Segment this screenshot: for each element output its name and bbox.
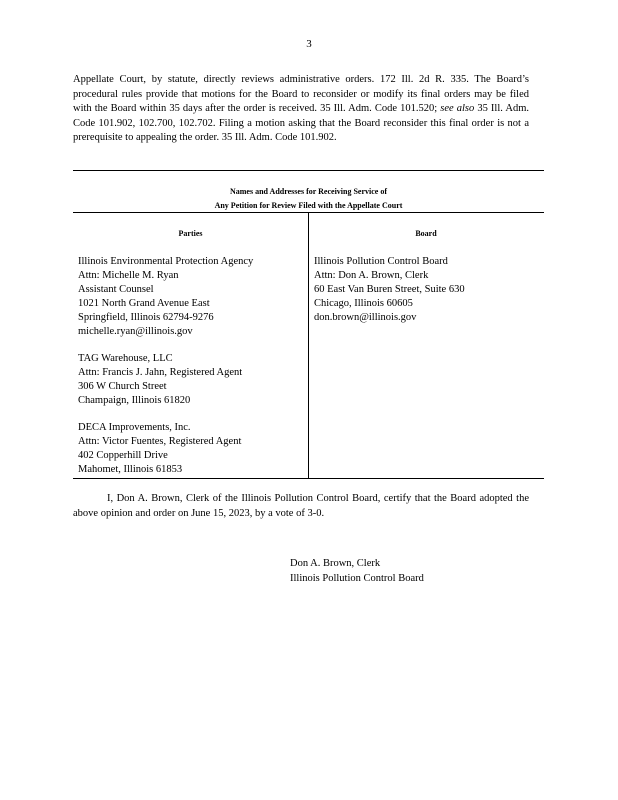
party-address-deca (78, 421, 241, 477)
address-line: Champaign, Illinois 61820 (78, 395, 191, 406)
parties-column-header: Parties (178, 229, 203, 238)
address-line: Attn: Don A. Brown, Clerk (314, 270, 429, 281)
see-also-signal: see also (440, 103, 475, 114)
address-line: Illinois Environmental Protection Agency (78, 256, 254, 267)
service-table-title-line-1: Names and Addresses for Receiving Service of (229, 187, 388, 196)
appeal-paragraph (73, 73, 529, 146)
address-line: Chicago, Illinois 60605 (314, 298, 413, 309)
address-line: Attn: Francis J. Jahn, Registered Agent (78, 367, 243, 378)
address-line: TAG Warehouse, LLC (78, 353, 173, 364)
party-address-iepa (78, 255, 253, 339)
address-line: Attn: Michelle M. Ryan (78, 270, 179, 281)
appeal-text-end: 35 Ill. Adm. Code 101.902, 102.700, 102.702. Filing a motion asking that the Board reconsider this final order is not a prerequisite to appealing the order. 35 Ill. Adm. Code 101.902. (73, 103, 530, 143)
certification-paragraph: I, Don A. Brown, Clerk of the Illinois Pollution Control Board, certify that the Board adopted the above opinion and order on June 15, 2023, by a vote of 3-0. (73, 493, 529, 519)
board-column-header: Board (415, 229, 437, 238)
address-line: 402 Copperhill Drive (78, 450, 168, 461)
service-table-title (73, 185, 544, 212)
signature-name: Don A. Brown, Clerk (290, 558, 381, 569)
party-address-tag-warehouse (78, 352, 242, 408)
address-line: Illinois Pollution Control Board (314, 256, 448, 267)
address-line: Mahomet, Illinois 61853 (78, 464, 183, 475)
address-line: 60 East Van Buren Street, Suite 630 (314, 284, 465, 295)
address-line: Attn: Victor Fuentes, Registered Agent (78, 436, 242, 447)
table-bottom-rule (73, 478, 544, 479)
address-line: michelle.ryan@illinois.gov (78, 326, 193, 337)
address-line: Assistant Counsel (78, 284, 154, 295)
table-top-rule (73, 170, 544, 171)
service-table-title-line-2: Any Petition for Review Filed with the Appellate Court (214, 200, 403, 210)
address-line: DECA Improvements, Inc. (78, 422, 191, 433)
address-line: 1021 North Grand Avenue East (78, 298, 210, 309)
address-line: 306 W Church Street (78, 381, 167, 392)
address-line: Springfield, Illinois 62794-9276 (78, 312, 214, 323)
page-number: 3 (306, 38, 312, 50)
signature-block (290, 557, 424, 586)
appeal-text-start: Appellate Court, by statute, directly reviews administrative orders. 172 Ill. 2d R. 335. The Board’s procedural rules provide that motions for the Board to reconsider or modify its final orders may be filed with the Board within 35 days after the order is received. 35 Ill. Adm. Code 101.520; (73, 74, 529, 114)
address-line: don.brown@illinois.gov (314, 312, 417, 323)
table-column-divider (308, 212, 309, 478)
signature-organization: Illinois Pollution Control Board (290, 572, 424, 584)
board-address (314, 255, 465, 325)
